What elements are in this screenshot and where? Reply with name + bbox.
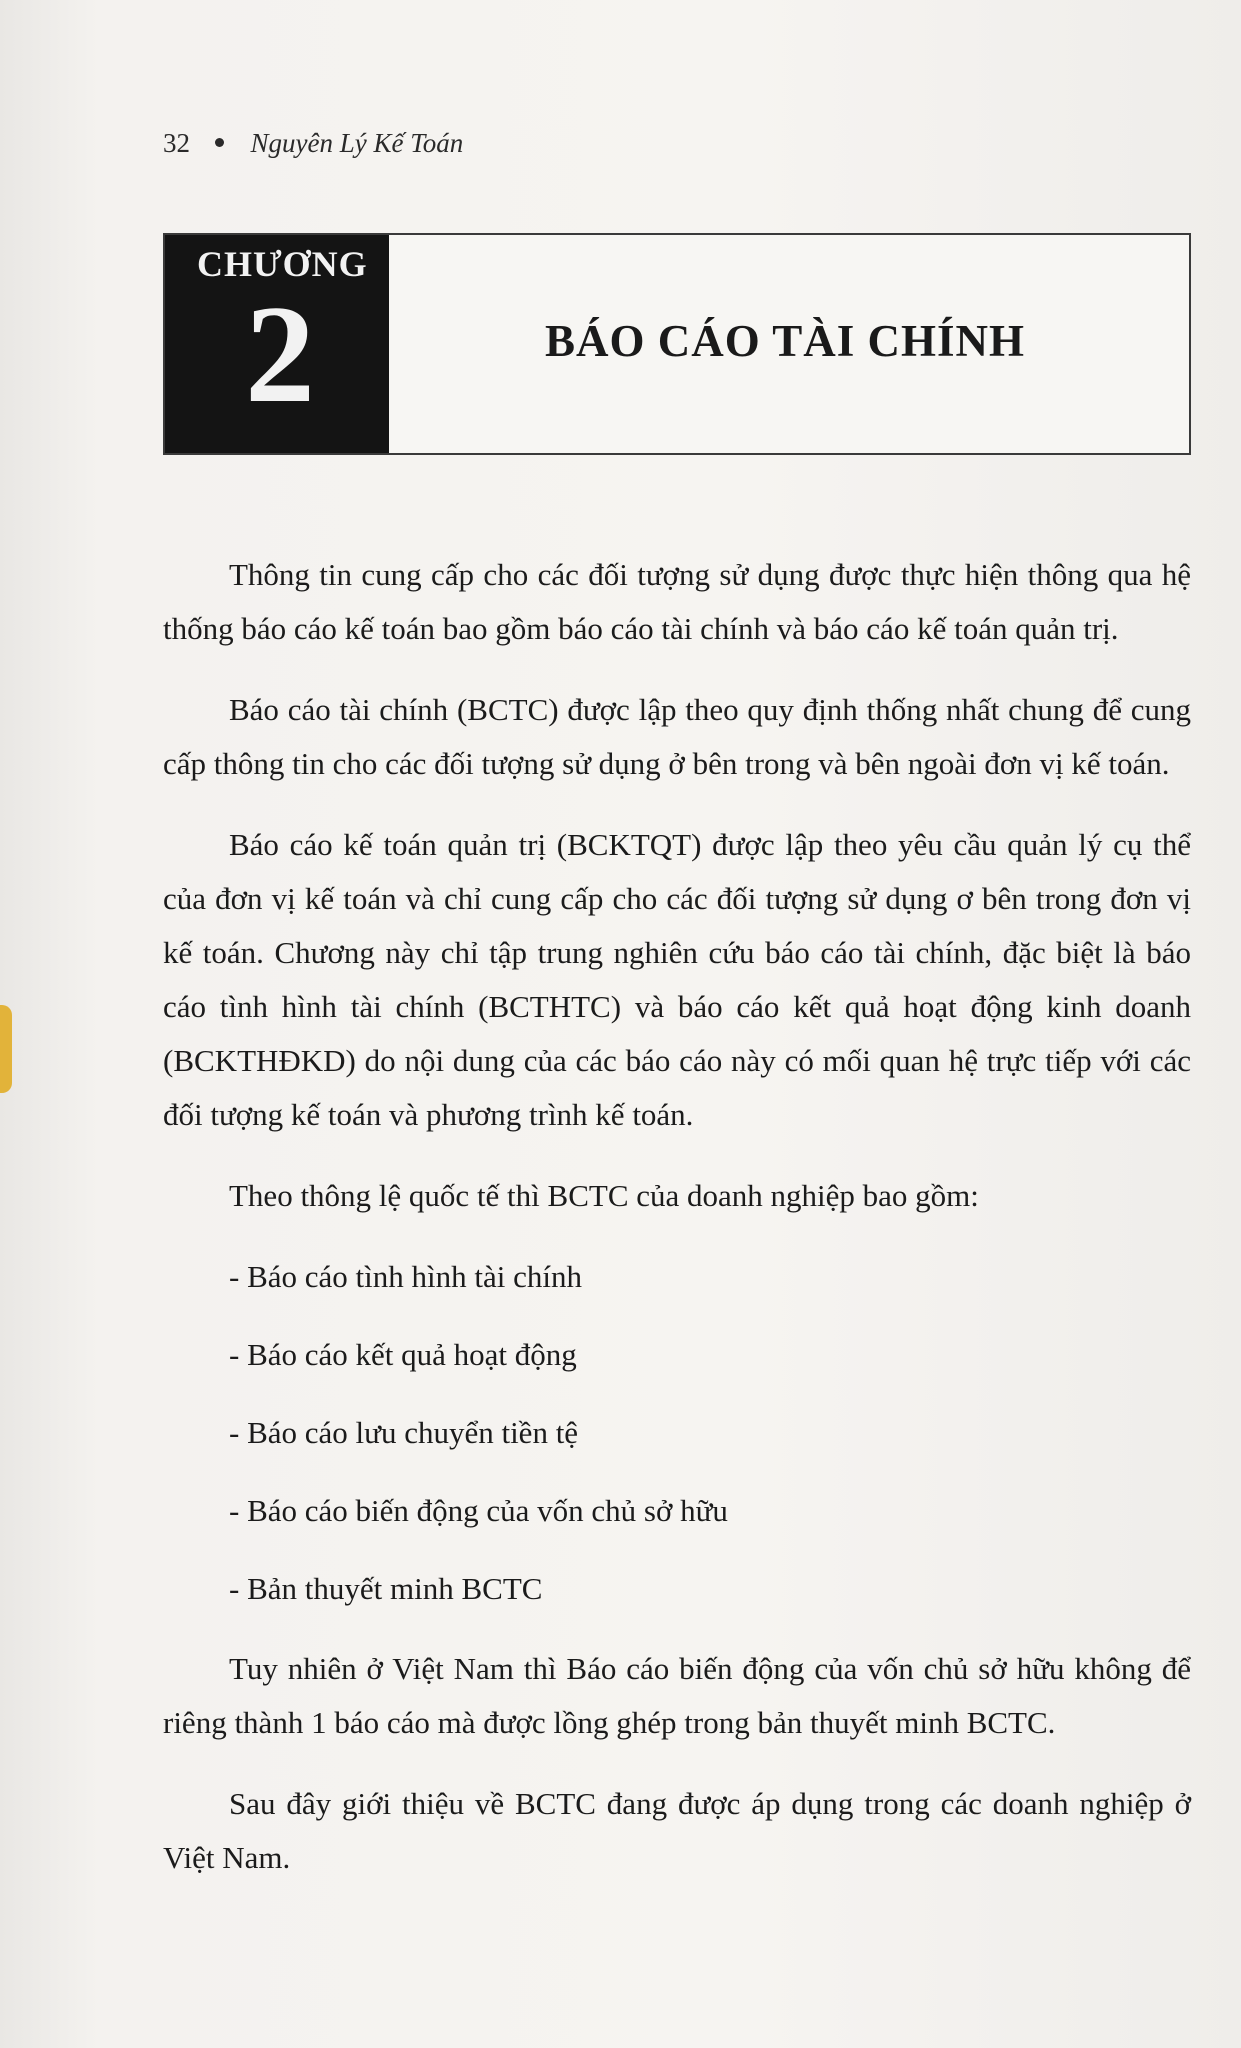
chapter-title: BÁO CÁO TÀI CHÍNH xyxy=(545,316,1025,366)
list-item: - Báo cáo kết quả hoạt động xyxy=(229,1337,577,1372)
page-number: 32 xyxy=(163,128,190,158)
list-item: - Báo cáo lưu chuyển tiền tệ xyxy=(229,1415,579,1450)
body-text xyxy=(163,548,1191,1912)
paragraph: Thông tin cung cấp cho các đối tượng sử dụng được thực hiện thông qua hệ thống báo cáo kế toán bao gồm báo cáo tài chính và báo cáo kế toán quản trị. xyxy=(163,557,1191,646)
list-item: - Báo cáo biến động của vốn chủ sở hữu xyxy=(229,1493,728,1528)
chapter-heading-box xyxy=(163,233,1191,455)
chapter-number-block xyxy=(165,235,389,453)
list-item: - Báo cáo tình hình tài chính xyxy=(229,1259,582,1294)
paragraph: Theo thông lệ quốc tế thì BCTC của doanh nghiệp bao gồm: xyxy=(229,1178,979,1213)
chapter-label: CHƯƠNG xyxy=(197,244,368,284)
paragraph: Báo cáo tài chính (BCTC) được lập theo quy định thống nhất chung để cung cấp thông tin cho các đối tượng sử dụng ở bên trong và bên ngoài đơn vị kế toán. xyxy=(163,692,1191,781)
running-header xyxy=(163,128,463,159)
page-edge-tab xyxy=(0,1005,12,1093)
paragraph: Báo cáo kế toán quản trị (BCKTQT) được lập theo yêu cầu quản lý cụ thể của đơn vị kế toán và chỉ cung cấp cho các đối tượng sử dụng ơ bên trong đơn vị kế toán. Chương này chỉ tập trung nghiên cứu báo cáo tài chính, đặc biệt là báo cáo tình hình tài chính (BCTHTC) và báo cáo kết quả hoạt động kinh doanh (BCKTHĐKD) do nội dung của các báo cáo này có mối quan hệ trực tiếp với các đối tượng kế toán và phương trình kế toán. xyxy=(163,827,1191,1132)
chapter-number: 2 xyxy=(245,277,315,432)
paragraph: Tuy nhiên ở Việt Nam thì Báo cáo biến động của vốn chủ sở hữu không để riêng thành 1 báo cáo mà được lồng ghép trong bản thuyết minh BCTC. xyxy=(163,1651,1191,1740)
report-list xyxy=(163,1250,1191,1616)
list-item: - Bản thuyết minh BCTC xyxy=(229,1571,543,1606)
bullet-separator-icon xyxy=(215,138,224,147)
book-title: Nguyên Lý Kế Toán xyxy=(250,128,464,158)
paragraph: Sau đây giới thiệu về BCTC đang được áp dụng trong các doanh nghiệp ở Việt Nam. xyxy=(163,1786,1191,1875)
